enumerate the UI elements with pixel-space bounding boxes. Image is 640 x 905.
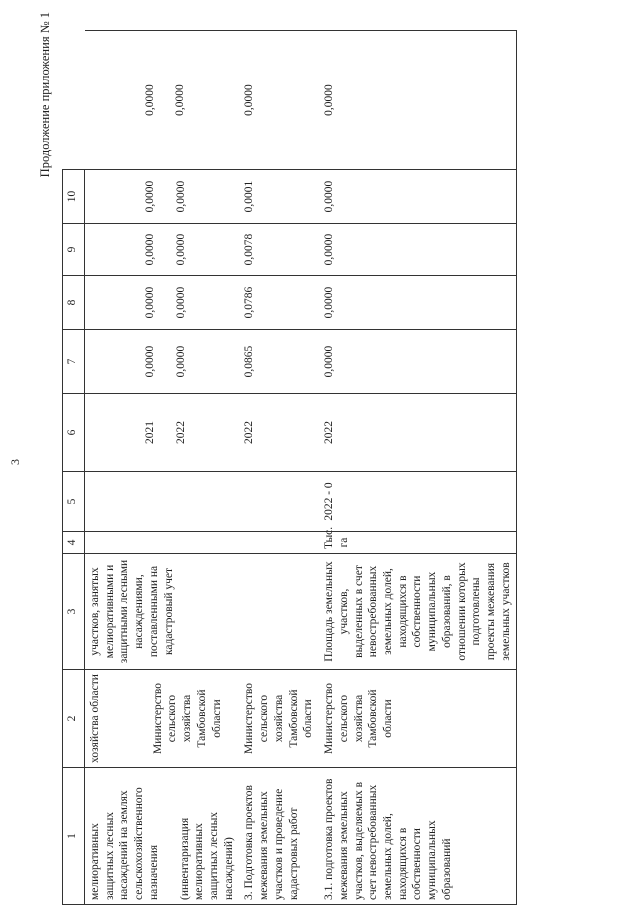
- row-c9-sub: 0,0000: [174, 180, 187, 213]
- row-c6: 0,0000: [144, 345, 156, 378]
- table-row: [319, 31, 517, 905]
- row-name-cell: [319, 768, 517, 905]
- header-col-6: 6: [63, 394, 85, 472]
- row-year: 2021: [144, 421, 156, 444]
- row-indicator: [239, 554, 319, 670]
- row-executor-sub: Министерство сельского хозяйства Тамбовской области: [151, 683, 223, 754]
- row-c10-sub: 0,0000: [174, 84, 187, 116]
- row-c10-cell: [85, 31, 240, 170]
- row-indicator: Площадь земельных участков, выделенных в счет невостребованных земельных долей, находящихся в собственности муниципальных образований, в отношении которых подготовлены проекты межевания земельных участков: [319, 554, 517, 670]
- row-c7: 0,0786: [239, 276, 319, 330]
- row-executor: Министерство сельского хозяйства Тамбовской области: [239, 670, 319, 768]
- row-c6: 0,0865: [239, 330, 319, 394]
- row-c7-cell: [85, 276, 240, 330]
- row-c9-cell: [85, 170, 240, 224]
- row-c6-cell: [85, 330, 240, 394]
- header-col-8: 8: [63, 276, 85, 330]
- row-unit: [239, 532, 319, 554]
- header-col-4: 4: [63, 532, 85, 554]
- row-executor: хозяйства области: [89, 674, 101, 763]
- row-c6: 0,0000: [319, 330, 517, 394]
- row-name-sub: (инвентаризация мелиоративных защитных лесных насаждений): [178, 811, 235, 900]
- header-row: [63, 31, 85, 905]
- row-c8: 0,0000: [144, 233, 156, 266]
- row-year: 2022: [239, 394, 319, 472]
- header-col-5: 5: [63, 472, 85, 532]
- row-c7: 0,0000: [144, 286, 156, 319]
- header-col-2: 2: [63, 670, 85, 768]
- row-indicator: участков, занятых мелиоративными и защитными лесными насаждениями, поставленными на кадастровый учет: [85, 554, 240, 670]
- row-c8-cell: [85, 224, 240, 276]
- row-year-sub: 2022: [174, 421, 187, 444]
- row-c10: 0,0000: [239, 31, 319, 170]
- header-col-10: 10: [63, 170, 85, 224]
- row-c8-sub: 0,0000: [174, 233, 187, 266]
- row-unit: [85, 532, 240, 554]
- row-c7-sub: 0,0000: [174, 286, 187, 319]
- row-c7: 0,0000: [319, 276, 517, 330]
- row-name: мелиоративных защитных лесных насаждений на землях сельскохозяйственного назначения: [89, 787, 160, 900]
- row-number: 3.1.: [323, 882, 336, 900]
- row-c9: 0,0001: [239, 170, 319, 224]
- page-number: 3: [8, 459, 22, 465]
- row-executor-cell: [85, 670, 240, 768]
- row-c8: 0,0000: [319, 224, 517, 276]
- header-col-7: 7: [63, 330, 85, 394]
- row-c9: 0,0000: [144, 180, 156, 213]
- row-year-cell: [85, 394, 240, 472]
- row-c10: 0,0000: [143, 84, 156, 116]
- row-name-cell: [85, 768, 240, 905]
- row-c6-sub: 0,0000: [174, 345, 187, 378]
- row-year: 2022: [319, 394, 517, 472]
- header-col-9: 9: [63, 224, 85, 276]
- row-unit: Тыс. га: [319, 532, 517, 554]
- header-col-3: 3: [63, 554, 85, 670]
- table-row: [85, 31, 240, 905]
- row-c9: 0,0000: [319, 170, 517, 224]
- row-name: Подготовка проектов межевания земельных участков и проведение кадастровых работ: [243, 785, 300, 900]
- row-name-cell: [239, 768, 319, 905]
- row-name: подготовка проектов межевания земельных участков, выделяемых в счет невостребованных земельных долей, находящихся в собственности муниципальных образований: [323, 778, 453, 900]
- row-c8: 0,0078: [239, 224, 319, 276]
- row-number: 3.: [243, 891, 256, 900]
- row-period: [85, 472, 240, 532]
- row-period: 2022 - 0: [319, 472, 517, 532]
- row-executor: Министерство сельского хозяйства Тамбовской области: [319, 670, 517, 768]
- program-table: [62, 30, 517, 905]
- row-c10: 0,0000: [319, 31, 517, 170]
- row-period: [239, 472, 319, 532]
- continuation-note: Продолжение приложения № 1: [38, 12, 52, 178]
- table-row: [239, 31, 319, 905]
- header-col-1: 1: [63, 768, 85, 905]
